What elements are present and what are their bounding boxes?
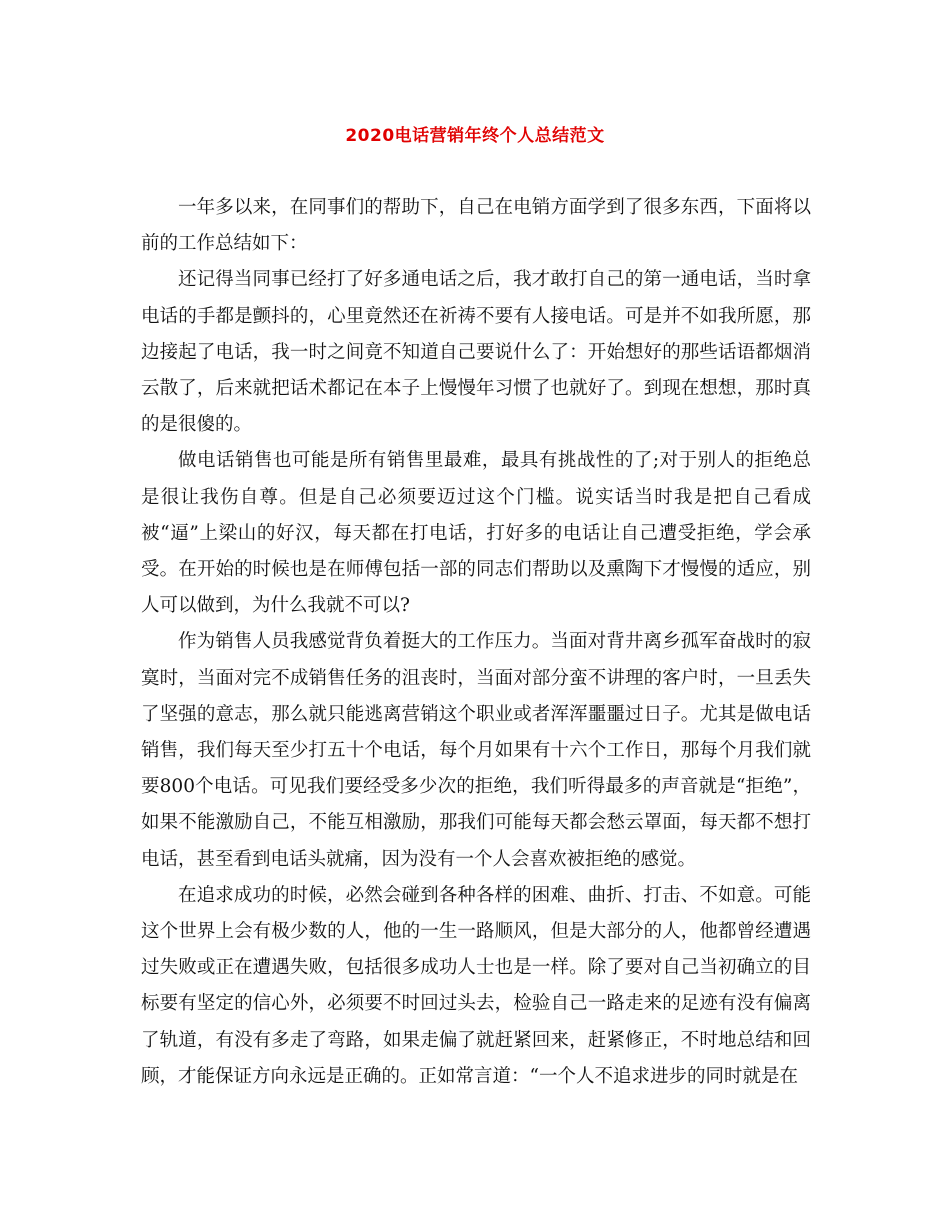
document-body — [141, 190, 811, 1095]
paragraph: 在追求成功的时候，必然会碰到各种各样的困难、曲折、打击、不如意。可能这个世界上会有极少数的人，他的一生一路顺风，但是大部分的人，他都曾经遭遇过失败或正在遭遇失败，包括很多成功人士也是一样。除了要对自己当初确立的目标要有坚定的信心外，必须要不时回过头去，检验自己一路走来的足迹有没有偏离了轨道，有没有多走了弯路，如果走偏了就赶紧回来，赶紧修正，不时地总结和回顾，才能保证方向永远是正确的。正如常言道：“一个人不追求进步的同时就是在 — [141, 884, 811, 1087]
document-title: 2020电话营销年终个人总结范文 — [345, 126, 605, 146]
paragraph: 作为销售人员我感觉背负着挺大的工作压力。当面对背井离乡孤军奋战时的寂寞时，当面对完不成销售任务的沮丧时，当面对部分蛮不讲理的客户时，一旦丢失了坚强的意志，那么就只能逃离营销这个职业或者浑浑噩噩过日子。尤其是做电话销售，我们每天至少打五十个电话，每个月如果有十六个工作日，那每个月我们就要800个电话。可见我们要经受多少次的拒绝，我们听得最多的声音就是“拒绝”，如果不能激励自己，不能互相激励，那我们可能每天都会愁云罩面，每天都不想打电话，甚至看到电话头就痛，因为没有一个人会喜欢被拒绝的感觉。 — [141, 631, 811, 870]
paragraph: 一年多以来，在同事们的帮助下，自己在电销方面学到了很多东西，下面将以前的工作总结如下： — [141, 197, 811, 255]
paragraph: 还记得当同事已经打了好多通电话之后，我才敢打自己的第一通电话，当时拿电话的手都是颤抖的，心里竟然还在祈祷不要有人接电话。可是并不如我所愿，那边接起了电话，我一时之间竟不知道自己要说什么了：开始想好的那些话语都烟消云散了，后来就把话术都记在本子上慢慢年习惯了也就好了。到现在想想，那时真的是很傻的。 — [141, 269, 811, 436]
paragraph: 做电话销售也可能是所有销售里最难，最具有挑战性的了;对于别人的拒绝总是很让我伤自尊。但是自己必须要迈过这个门槛。说实话当时我是把自己看成被“逼”上梁山的好汉，每天都在打电话，打好多的电话让自己遭受拒绝，学会承受。在开始的时候也是在师傅包括一部的同志们帮助以及熏陶下才慢慢的适应，别人可以做到，为什么我就不可以? — [141, 450, 811, 617]
